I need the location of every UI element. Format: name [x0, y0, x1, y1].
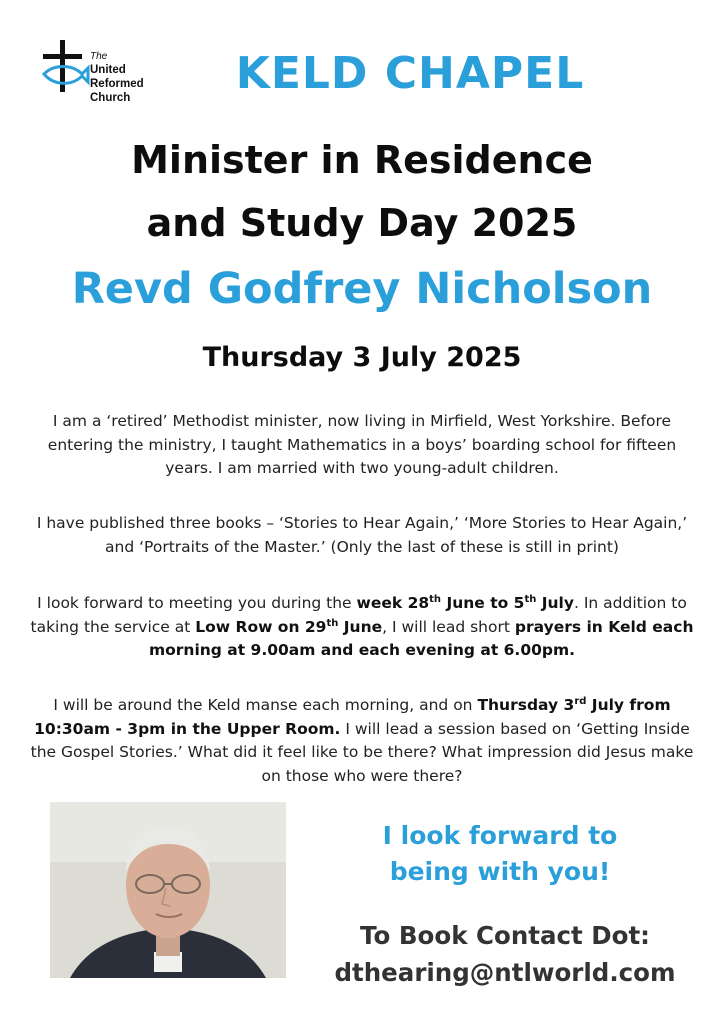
p3-text-c: . In addition to taking the service at — [30, 594, 687, 636]
p4-time-place: July from 10:30am - 3pm in the Upper Room. — [34, 696, 671, 738]
p4-text-c: I will lead a session based on ‘Getting Inside the Gospel Stories.’ What did it feel like to be there? What impression did Jesus make on those who were there? — [30, 719, 694, 785]
urc-logo — [40, 40, 170, 116]
booking-contact — [316, 917, 694, 991]
booking-label: To Book Contact Dot: — [360, 921, 650, 950]
p3-week-start: week 28 — [356, 594, 430, 612]
p3-text-a: I look forward to meeting you during the — [37, 594, 357, 612]
forward-line-1: I look forward to — [382, 821, 618, 850]
schedule-paragraph — [30, 592, 694, 663]
chapel-name: KELD CHAPEL — [235, 48, 585, 99]
p3-text-e: , I will lead short — [382, 617, 515, 636]
intro-paragraph: I am a ‘retired’ Methodist minister, now living in Mirfield, West Yorkshire. Before entering the ministry, I taught Mathematics in a boys’ boarding school for fifteen years. I am married with two young-adult children. — [47, 412, 677, 477]
p3-prayers: prayers in Keld each morning at 9.00am and each evening at 6.00pm. — [148, 617, 694, 659]
p3-week-end: July — [536, 594, 574, 612]
logo-line-the: The — [90, 51, 108, 62]
portrait-illustration — [50, 802, 286, 978]
p4-text-a: I will be around the Keld manse each morning, and on — [53, 696, 478, 714]
forward-message — [330, 818, 670, 890]
minister-photo — [50, 802, 286, 978]
event-date: Thursday 3 July 2025 — [202, 342, 522, 373]
p3-low-row-june: June — [338, 617, 383, 636]
title-line-2: and Study Day 2025 — [146, 201, 578, 245]
minister-name: Revd Godfrey Nicholson — [71, 264, 653, 314]
p3-sup-3: th — [326, 617, 339, 629]
logo-line-united: United — [90, 64, 126, 76]
logo-line-church: Church — [90, 92, 131, 104]
logo-line-reformed: Reformed — [90, 78, 144, 90]
title-line-1: Minister in Residence — [131, 138, 593, 182]
p3-low-row — [195, 618, 382, 636]
p3-low-row-text: Low Row on 29 — [195, 617, 327, 636]
forward-line-2: being with you! — [389, 857, 611, 886]
p4-thursday: Thursday 3 — [477, 696, 575, 714]
cross-fish-icon — [40, 40, 90, 116]
p4-sup: rd — [574, 695, 587, 707]
logo-text — [90, 51, 144, 105]
p3-sup-2: th — [524, 593, 537, 605]
p3-week-mid: June to 5 — [441, 594, 525, 612]
books-paragraph: I have published three books – ‘Stories to Hear Again,’ ‘More Stories to Hear Again,’ and ‘Portraits of the Master.’ (Only the last of these is still in print) — [36, 514, 688, 556]
booking-email: dthearing@ntlworld.com — [334, 958, 676, 987]
p3-week — [357, 594, 574, 612]
p3-sup-1: th — [429, 593, 442, 605]
session-paragraph — [30, 694, 694, 788]
